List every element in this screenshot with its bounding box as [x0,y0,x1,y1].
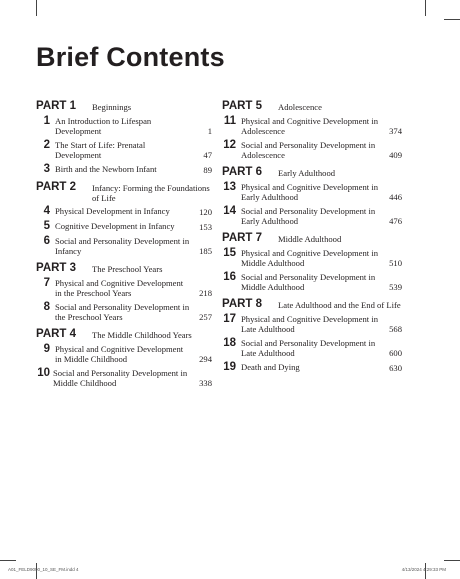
chapter-title: The Start of Life: Prenatal Development [55,140,146,160]
chapter-number: 15 [223,247,236,259]
chapter-entry [36,220,212,232]
chapter-entry [222,247,402,268]
crop-mark [444,19,460,20]
part-title: Infancy: Forming the Foundations of Life [92,183,210,203]
chapter-title: Social and Personality Development in Late Adulthood [241,338,376,358]
chapter-page: 409 [389,150,402,160]
chapter-number: 7 [43,277,50,289]
part-label: PART 4 [36,328,77,340]
part-title: Beginnings [92,102,132,112]
part-label: PART 2 [36,181,77,193]
part-heading [36,328,212,341]
chapter-page: 47 [203,150,212,160]
chapter-title: Physical and Cognitive Development in Early Adulthood [241,182,379,202]
footer-file: A01_FELD9090_10_SE_FM.indd 4 [8,567,79,572]
chapter-page: 476 [389,216,402,226]
part-label: PART 3 [36,262,77,274]
chapter-number: 19 [223,361,236,373]
chapter-title: Physical and Cognitive Development in the Preschool Years [55,278,184,298]
footer-date: 4/13/2024 4:29:33 PM [401,567,446,572]
chapter-page: 446 [389,192,402,202]
part-label: PART 5 [222,100,263,112]
chapter-page: 539 [389,282,402,292]
part-label: PART 7 [222,232,263,244]
chapter-number: 14 [223,205,236,217]
chapter-entry [36,367,212,388]
chapter-number: 3 [43,163,50,175]
contents-left-column [36,100,212,391]
chapter-number: 8 [43,301,50,313]
chapter-entry [36,163,212,175]
chapter-title: Cognitive Development in Infancy [55,221,175,231]
chapter-title: Physical and Cognitive Development in Adolescence [241,116,379,136]
chapter-title: Death and Dying [241,362,300,372]
part-title: The Preschool Years [92,264,163,274]
page-title: Brief Contents [36,42,225,72]
chapter-title: Social and Personality Development in Middle Childhood [53,368,188,388]
chapter-number: 16 [223,271,236,283]
chapter-number: 17 [223,313,236,325]
part-title: The Middle Childhood Years [92,330,192,340]
chapter-entry [36,115,212,136]
chapter-entry [36,139,212,160]
chapter-page: 218 [199,288,212,298]
chapter-number: 13 [223,181,236,193]
chapter-title: Physical and Cognitive Development in Middle Adulthood [241,248,379,268]
chapter-entry [222,139,402,160]
chapter-number: 11 [223,115,236,127]
part-title: Late Adulthood and the End of Life [278,300,401,310]
crop-mark [444,560,460,561]
contents-right-column [222,100,402,376]
chapter-title: Social and Personality Development in Early Adulthood [241,206,376,226]
chapter-entry [36,343,212,364]
chapter-page: 185 [199,246,212,256]
chapter-title: Birth and the Newborn Infant [55,164,157,174]
chapter-page: 89 [203,165,212,175]
crop-mark [36,0,37,16]
chapter-title: Social and Personality Development in Adolescence [241,140,376,160]
part-label: PART 6 [222,166,263,178]
part-heading [222,166,402,179]
crop-mark [0,560,16,561]
chapter-page: 1 [207,126,212,136]
chapter-number: 2 [43,139,50,151]
chapter-page: 568 [389,324,402,334]
chapter-entry [36,277,212,298]
chapter-page: 257 [199,312,212,322]
chapter-title: Social and Personality Development in Middle Adulthood [241,272,376,292]
chapter-entry [222,115,402,136]
chapter-page: 294 [199,354,212,364]
chapter-entry [222,337,402,358]
chapter-number: 6 [43,235,50,247]
chapter-title: Social and Personality Development in Infancy [55,236,190,256]
part-label: PART 1 [36,100,77,112]
chapter-entry [222,271,402,292]
chapter-number: 5 [43,220,50,232]
chapter-entry [222,205,402,226]
part-heading [36,181,212,203]
chapter-entry [222,181,402,202]
part-title: Early Adulthood [278,168,336,178]
chapter-page: 600 [389,348,402,358]
chapter-number: 1 [43,115,50,127]
chapter-page: 374 [389,126,402,136]
chapter-page: 153 [199,222,212,232]
chapter-number: 12 [223,139,236,151]
chapter-page: 338 [199,378,212,388]
chapter-page: 120 [199,207,212,217]
chapter-entry [36,235,212,256]
chapter-number: 9 [43,343,50,355]
chapter-title: Physical and Cognitive Development in Late Adulthood [241,314,379,334]
chapter-entry [36,205,212,217]
chapter-entry [222,313,402,334]
crop-mark [425,0,426,16]
chapter-entry [36,301,212,322]
part-title: Adolescence [278,102,322,112]
chapter-title: Physical and Cognitive Development in Middle Childhood [55,344,184,364]
chapter-number: 4 [43,205,50,217]
part-heading [222,232,402,245]
part-title: Middle Adulthood [278,234,342,244]
chapter-title: Physical Development in Infancy [55,206,170,216]
chapter-number: 18 [223,337,236,349]
part-heading [36,262,212,275]
part-heading [222,100,402,113]
chapter-page: 510 [389,258,402,268]
part-label: PART 8 [222,298,263,310]
chapter-page: 630 [389,363,402,373]
part-heading [222,298,402,311]
chapter-title: Social and Personality Development in the Preschool Years [55,302,190,322]
chapter-title: An Introduction to Lifespan Development [55,116,152,136]
part-heading [36,100,212,113]
chapter-number: 10 [37,367,50,379]
chapter-entry [222,361,402,373]
